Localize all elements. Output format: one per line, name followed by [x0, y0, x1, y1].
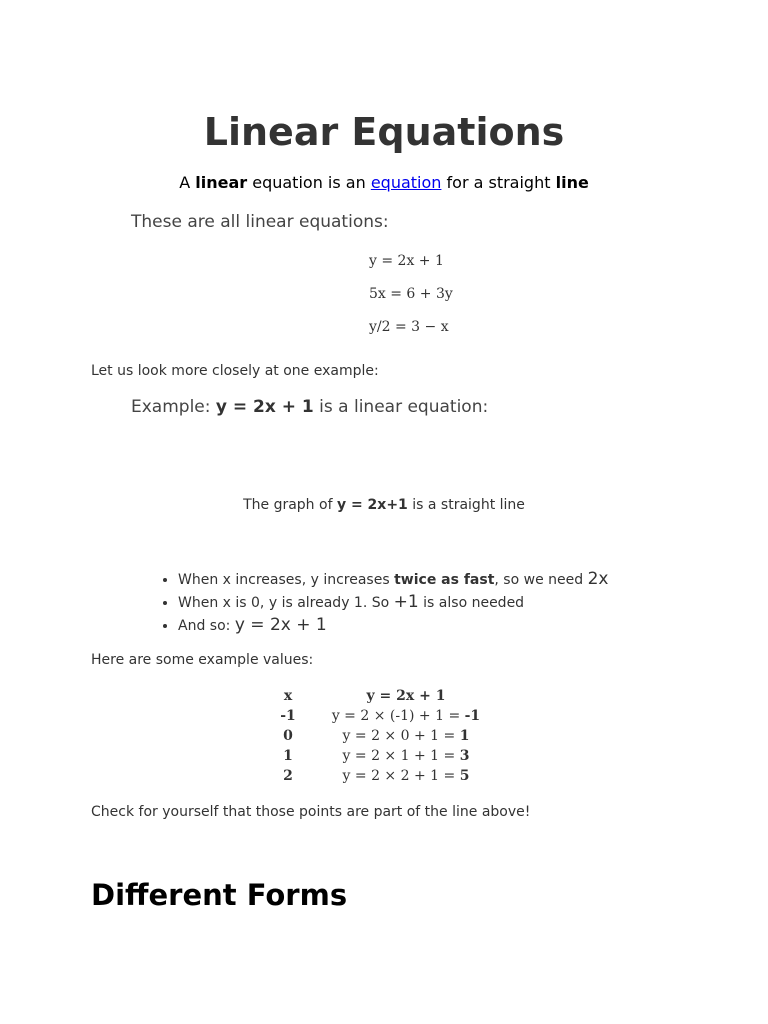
table-cell-y: y = 2 × 0 + 1 = 1	[342, 728, 470, 744]
intro-sentence	[0, 172, 768, 194]
graph-caption-suffix: is a straight line	[412, 497, 525, 513]
table-cell-x: 0	[283, 728, 293, 744]
section-heading-different-forms: Different Forms	[91, 878, 348, 912]
graph-caption	[0, 495, 768, 515]
table-header-row	[270, 686, 506, 706]
equation-3: y/2 = 3 − x	[369, 319, 449, 335]
intro-linear-bold: linear	[195, 173, 248, 192]
these-are-heading: These are all linear equations:	[131, 212, 389, 232]
table-header-y: y = 2x + 1	[366, 688, 446, 704]
table-cell-y: y = 2 × 2 + 1 = 5	[342, 768, 470, 784]
table-cell-x: 1	[283, 748, 293, 764]
closer-paragraph: Let us look more closely at one example:	[91, 363, 379, 379]
bullet-3-big: y = 2x + 1	[234, 615, 327, 635]
list-item	[178, 568, 608, 591]
graph-caption-prefix: The graph of	[243, 497, 333, 513]
page-title: Linear Equations	[203, 110, 565, 154]
intro-a: A	[179, 173, 191, 192]
table-cell-y: y = 2 × (-1) + 1 = -1	[331, 708, 481, 724]
list-item	[178, 614, 608, 637]
bullet-2-text: When x is 0, y is already 1. So	[178, 595, 390, 611]
example-heading	[131, 395, 488, 419]
bullet-2-end: is also needed	[423, 595, 525, 611]
table-row	[270, 706, 506, 726]
values-intro: Here are some example values:	[91, 652, 314, 668]
example-equation: y = 2x + 1	[215, 397, 314, 417]
bullet-1-bold: twice as fast	[394, 572, 495, 588]
example-suffix: is a linear equation:	[319, 397, 489, 417]
equation-link[interactable]: equation	[370, 173, 442, 192]
example-values-table	[270, 686, 506, 786]
table-cell-y: y = 2 × 1 + 1 = 3	[342, 748, 470, 764]
equation-1: y = 2x + 1	[369, 253, 444, 269]
example-prefix: Example:	[131, 397, 211, 417]
equation-2: 5x = 6 + 3y	[369, 286, 453, 302]
table-header-x: x	[283, 688, 293, 704]
bullet-2-big: +1	[393, 592, 419, 612]
check-paragraph: Check for yourself that those points are part of the line above!	[91, 804, 531, 820]
bullet-1-text: When x increases, y increases	[178, 572, 390, 588]
intro-end: for a straight	[446, 173, 551, 192]
table-row	[270, 726, 506, 746]
graph-caption-equation: y = 2x+1	[336, 497, 408, 513]
explanation-list	[140, 568, 608, 637]
list-item	[178, 591, 608, 614]
intro-line-bold: line	[555, 173, 589, 192]
intro-mid: equation is an	[252, 173, 366, 192]
table-cell-x: 2	[283, 768, 293, 784]
table-row	[270, 766, 506, 786]
bullet-1-mid: , so we need	[494, 572, 584, 588]
bullet-3-text: And so:	[178, 618, 231, 634]
bullet-1-big: 2x	[587, 569, 609, 589]
table-row	[270, 746, 506, 766]
table-cell-x: -1	[280, 708, 296, 724]
